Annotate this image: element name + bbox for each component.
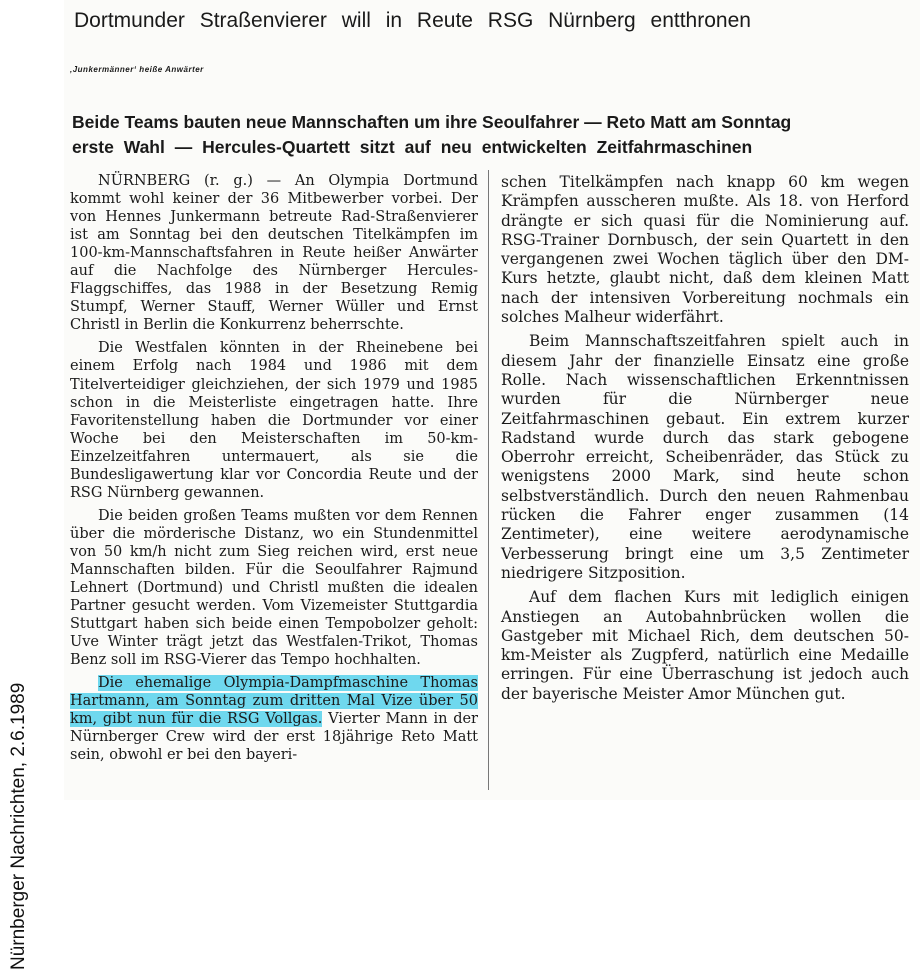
paragraph-1: NÜRNBERG (r. g.) — An Olympia Dortmund kommt wohl keiner der 36 Mitbewerber vorbei. Der von Hennes Junkermann betreute Rad-Straßenvierer ist am Sonntag bei den deutschen Titelkämpfen im 100-km-Mannschaftsfahren in Reute heißer Anwärter auf die Nachfolge des Nürnberger Hercules-Flaggschiffes, das 1988 in der Besetzung Remig Stumpf, Werner Stauff, Werner Wüller und Ernst Christl in Berlin die Konkurrenz beherrschte. bbox=[70, 173, 478, 334]
subheadline-line-2: erste Wahl — Hercules-Quartett sitzt auf neu entwickelten Zeitfahrmaschinen bbox=[72, 137, 753, 157]
newspaper-clipping bbox=[64, 0, 920, 800]
paragraph-6: Beim Mannschaftszeitfahren spielt auch in diesem Jahr der finanzielle Einsatz eine große Rolle. Nach wissenschaftlichen Erkenntnissen wurden für die Nürnberger neue Zeitfahrmaschinen gebaut. Ein extrem kurzer Radstand wurde durch das stark gebogene Oberrohr erreicht, Scheibenräder, das Stück zu wenigstens 2000 Mark, sind heute schon selbstverständlich. Durch den neuen Rahmenbau rücken die Fahrer enger zusammen (14 Zentimeter), eine weitere aerodynamische Verbesserung bringt eine um 3,5 Zentimeter niedrigere Sitzposition. bbox=[501, 332, 909, 582]
source-label: Nürnberger Nachrichten, 2.6.1989 bbox=[8, 682, 29, 970]
paragraph-7: Auf dem flachen Kurs mit lediglich einigen Anstiegen an Autobahnbrücken wollen die Gastgeber mit Michael Rich, dem deutschen 50-km-Meister als Zugpferd, natürlich eine Medaille erringen. Für eine Überraschung ist jedoch auch der bayerische Meister Amor München gut. bbox=[501, 588, 909, 703]
kicker-line: Dortmunder Straßenvierer will in Reute RSG Nürnberg entthronen bbox=[74, 9, 751, 32]
column-divider bbox=[488, 170, 489, 790]
headline: ‚Junkermänner‘ heiße Anwärter bbox=[70, 65, 204, 74]
paragraph-5: schen Titelkämpfen nach knapp 60 km wegen Krämpfen ausscheren mußte. Als 18. von Herford drängte er sich quasi für die Nominierung auf. RSG-Trainer Dornbusch, der sein Quartett in den vergangenen zwei Wochen täglich über den DM-Kurs hetzte, glaubt nicht, daß dem kleinen Matt nach der intensiven Vorbereitung nochmals ein solches Malheur widerfährt. bbox=[501, 173, 909, 327]
paragraph-4 bbox=[70, 674, 478, 764]
subheadline bbox=[72, 110, 914, 160]
paragraph-3: Die beiden großen Teams mußten vor dem Rennen über die mörderische Distanz, wo ein Stundenmittel von 50 km/h nicht zum Sieg reichen wird, erst neue Mannschaften bilden. Für die Seoulfahrer Rajmund Lehnert (Dortmund) und Christl mußten die idealen Partner gesucht werden. Vom Vizemeister Stuttgardia Stuttgart haben sich beide einen Tempobolzer geholt: Uve Winter trägt jetzt das Westfalen-Trikot, Thomas Benz soll im RSG-Vierer das Tempo hochhalten. bbox=[70, 507, 478, 669]
paragraph-2: Die Westfalen könnten in der Rheinebene bei einem Erfolg nach 1984 und 1986 mit dem Titelverteidiger gleichziehen, der sich 1979 und 1985 schon in die Meisterliste eingetragen hatte. Ihre Favoritenstellung haben die Dortmunder vor einer Woche bei den Meisterschaften im 50-km-Einzelzeitfahren untermauert, als sie die Bundesligawertung klar vor Concordia Reute und der RSG Nürnberg gewannen. bbox=[70, 340, 478, 501]
paragraph-4-continuation: Vierter Mann in der Nürnberger Crew wird der erst 18jährige Reto Matt sein, obwohl er bei den bayeri- bbox=[70, 711, 478, 764]
article-column-right bbox=[501, 173, 909, 704]
subheadline-line-1: Beide Teams bauten neue Mannschaften um ihre Seoulfahrer — Reto Matt am Sonntag bbox=[72, 112, 792, 132]
article-column-left bbox=[70, 172, 478, 765]
source-caption bbox=[6, 560, 36, 970]
highlighted-passage: Die ehemalige Olympia-Dampfmaschine Thomas Hartmann, am Sonntag zum dritten Mal Vize über 50 km, gibt nun für die RSG Vollgas. bbox=[70, 675, 478, 728]
